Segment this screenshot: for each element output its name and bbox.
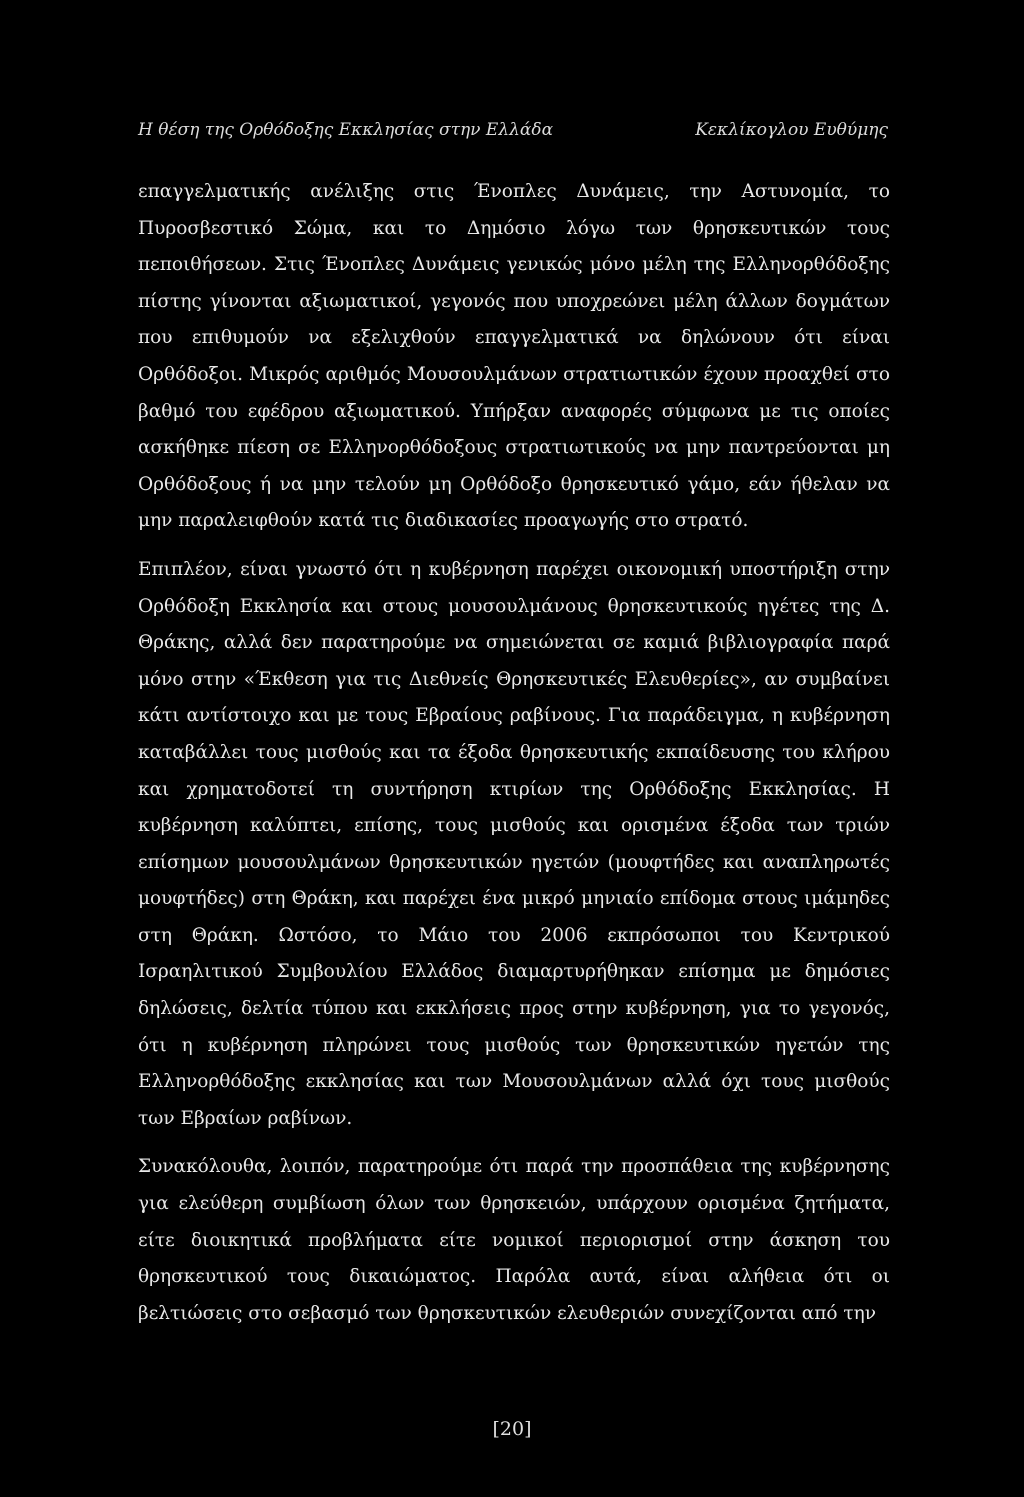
page-number: [20] bbox=[492, 1418, 532, 1440]
running-header bbox=[138, 120, 888, 148]
paragraph-2: Επιπλέον, είναι γνωστό ότι η κυβέρνηση παρέχει οικονομική υποστήριξη στην Ορθόδοξη Εκκλησία και στους μουσουλμάνους θρησκευτικούς ηγέτες της Δ. Θράκης, αλλά δεν παρατηρούμε να σημειώνεται σε καμιά βιβλιογραφία παρά μόνο στην «Έκθεση για τις Διεθνείς Θρησκευτικές Ελευθερίες», αν συμβαίνει κάτι αντίστοιχο και με τους Εβραίους ραβίνους. Για παράδειγμα, η κυβέρνηση καταβάλλει τους μισθούς και τα έξοδα θρησκευτικής εκπαίδευσης του κλήρου και χρηματοδοτεί τη συντήρηση κτιρίων της Ορθόδοξης Εκκλησίας. Η κυβέρνηση καλύπτει, επίσης, τους μισθούς και ορισμένα έξοδα των τριών επίσημων μουσουλμάνων θρησκευτικών ηγετών (μουφτήδες και αναπληρωτές μουφτήδες) στη Θράκη, και παρέχει ένα μικρό μηνιαίο επίδομα στους ιμάμηδες στη Θράκη. Ωστόσο, το Μάιο του 2006 εκπρόσωποι του Κεντρικού Ισραηλιτικού Συμβουλίου Ελλάδος διαμαρτυρήθηκαν επίσημα με δημόσιες δηλώσεις, δελτία τύπου και εκκλήσεις προς στην κυβέρνηση, για το γεγονός, ότι η κυβέρνηση πληρώνει τους μισθούς των θρησκευτικών ηγετών της Ελληνορθόδοξης εκκλησίας και των Μουσουλμάνων αλλά όχι τους μισθούς των Εβραίων ραβίνων. bbox=[138, 558, 890, 1129]
paragraph-3: Συνακόλουθα, λοιπόν, παρατηρούμε ότι παρά την προσπάθεια της κυβέρνησης για ελεύθερη συμβίωση όλων των θρησκειών, υπάρχουν ορισμένα ζητήματα, είτε διοικητικά προβλήματα είτε νομικοί περιορισμοί στην άσκηση του θρησκευτικού τους δικαιώματος. Παρόλα αυτά, είναι αλήθεια ότι οι βελτιώσεις στο σεβασμό των θρησκευτικών ελευθεριών συνεχίζονται από την bbox=[138, 1156, 890, 1324]
paragraph-1: επαγγελματικής ανέλιξης στις Ένοπλες Δυνάμεις, την Αστυνομία, το Πυροσβεστικό Σώμα, και το Δημόσιο λόγω των θρησκευτικών τους πεποιθήσεων. Στις Ένοπλες Δυνάμεις γενικώς μόνο μέλη της Ελληνορθόδοξης πίστης γίνονται αξιωματικοί, γεγονός που υποχρεώνει μέλη άλλων δογμάτων που επιθυμούν να εξελιχθούν επαγγελματικά να δηλώνουν ότι είναι Ορθόδοξοι. Μικρός αριθμός Μουσουλμάνων στρατιωτικών έχουν προαχθεί στο βαθμό του εφέδρου αξιωματικού. Υπήρξαν αναφορές σύμφωνα με τις οποίες ασκήθηκε πίεση σε Ελληνορθόδοξους στρατιωτικούς να μην παντρεύονται μη Ορθόδοξους ή να μην τελούν μη Ορθόδοξο θρησκευτικό γάμο, εάν ήθελαν να μην παραλειφθούν κατά τις διαδικασίες προαγωγής στο στρατό. bbox=[138, 181, 890, 532]
header-title: Η θέση της Ορθόδοξης Εκκλησίας στην Ελλάδα bbox=[138, 120, 554, 140]
header-author: Κεκλίκογλου Ευθύμης bbox=[695, 120, 888, 140]
page-body bbox=[138, 174, 890, 1332]
